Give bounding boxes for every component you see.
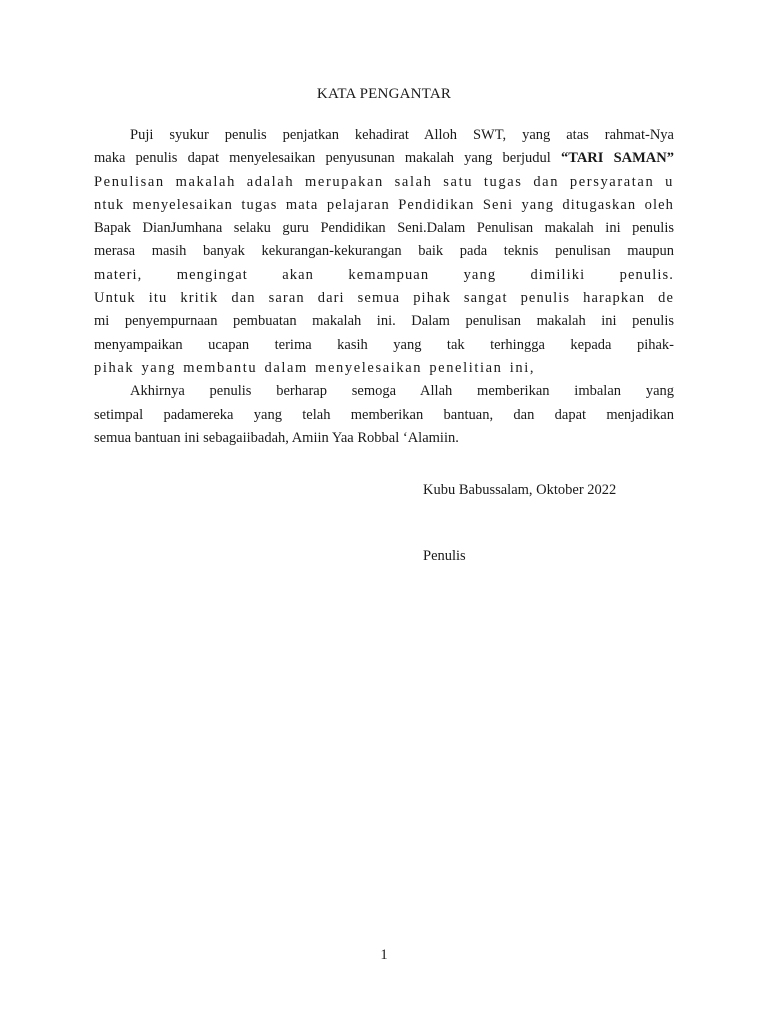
- paragraph-2-line-2: setimpal padamereka yang telah memberikan bantuan, dan dapat menjadikan: [94, 406, 674, 423]
- paragraph-1-line-1: Puji syukur penulis penjatkan kehadirat Alloh SWT, yang atas rahmat-Nya: [130, 127, 674, 143]
- paragraph-1-line-7: materi, mengingat akan kemampuan yang dimiliki penulis.: [94, 266, 674, 283]
- paragraph-1-line-4: ntuk menyelesaikan tugas mata pelajaran Pendidikan Seni yang ditugaskan oleh: [94, 196, 674, 213]
- paragraph-1-line-6: merasa masih banyak kekurangan-kekurangan baik pada teknis penulisan maupun: [94, 243, 674, 260]
- paragraph-1-line-5: Bapak DianJumhana selaku guru Pendidikan Seni.Dalam Penulisan makalah ini penulis: [94, 220, 674, 237]
- paragraph-1-line-9: mi penyempurnaan pembuatan makalah ini. Dalam penulisan makalah ini penulis: [94, 313, 674, 330]
- paragraph-1-line-3: Penulisan makalah adalah merupakan salah satu tugas dan persyaratan u: [94, 173, 674, 190]
- paper-title: “TARI SAMAN”: [560, 150, 674, 167]
- place-date: Kubu Babussalam, Oktober 2022: [423, 482, 617, 498]
- paragraph-2-line-1: Akhirnya penulis berharap semoga Allah memberikan imbalan yang: [130, 383, 674, 400]
- paragraph-1-line-2-text: maka penulis dapat menyelesaikan penyusunan makalah yang berjudul: [94, 150, 551, 167]
- page-number: 1: [380, 947, 388, 963]
- paragraph-1-line-8: Untuk itu kritik dan saran dari semua pihak sangat penulis harapkan de: [94, 290, 674, 307]
- paragraph-2-line-3: semua bantuan ini sebagaiibadah, Amiin Yaa Robbal ‘Alamiin.: [94, 429, 459, 446]
- paragraph-1-line-11: pihak yang membantu dalam menyelesaikan penelitian ini,: [94, 359, 536, 376]
- author-signature-label: Penulis: [423, 548, 466, 564]
- paragraph-1-line-10: menyampaikan ucapan terima kasih yang tak terhingga kepada pihak-: [94, 336, 674, 353]
- paragraph-1-line-2: [94, 147, 674, 170]
- page-title: KATA PENGANTAR: [316, 86, 452, 102]
- body-text: [94, 124, 674, 450]
